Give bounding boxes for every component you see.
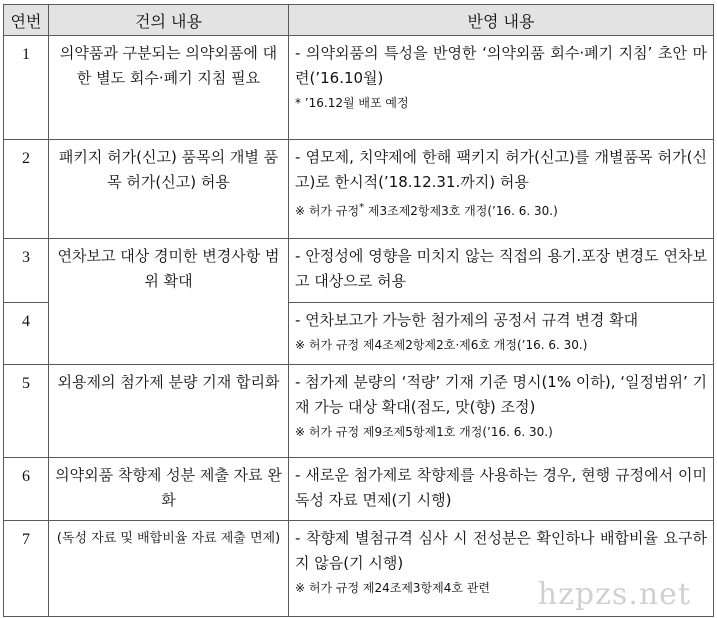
reflection-content xyxy=(289,36,714,140)
header-no: 연번 xyxy=(4,5,49,36)
summary-table xyxy=(3,4,714,617)
request-content: 외용제의 첨가제 분량 기재 합리화 xyxy=(49,365,289,458)
header-row xyxy=(4,5,714,36)
result-text: - 안정성에 영향을 미치지 않는 직접의 용기.포장 변경도 연차보고 대상으로 허용 xyxy=(295,247,707,290)
table-row xyxy=(4,36,714,140)
reflection-content xyxy=(289,239,714,303)
request-content: 연차보고 대상 경미한 변경사항 범위 확대 xyxy=(49,239,289,365)
result-text: - 착향제 별첨규격 심사 시 전성분은 확인하나 배합비율 요구하지 않음(기 시행) xyxy=(295,529,707,572)
note-suffix: 제3조제2항제3호 개정(’16. 6. 30.) xyxy=(364,204,558,218)
result-text: - 염모제, 치약제에 한해 팩키지 허가(신고)를 개별품목 허가(신고)로 한시적(’18.12.31.까지) 허용 xyxy=(295,148,707,191)
result-note: ※ 허가 규정 제9조제5항제1호 개정(’16. 6. 30.) xyxy=(295,425,553,439)
header-result: 반영 내용 xyxy=(289,5,714,36)
row-number: 1 xyxy=(4,36,49,140)
row-number: 2 xyxy=(4,140,49,239)
result-text: - 새로운 첨가제로 착향제를 사용하는 경우, 현행 규정에서 이미 독성 자료 면제(기 시행) xyxy=(295,466,707,509)
header-item: 건의 내용 xyxy=(49,5,289,36)
row-number: 4 xyxy=(4,303,49,365)
table-row xyxy=(4,239,714,303)
result-note: ※ 허가 규정 제24조제3항제4호 관련 xyxy=(295,581,490,595)
note-prefix: ※ 허가 규정 xyxy=(295,204,360,218)
request-content: 의약품과 구분되는 의약외품에 대한 별도 회수·폐기 지침 필요 xyxy=(49,36,289,140)
row-number: 3 xyxy=(4,239,49,303)
table-row xyxy=(4,365,714,458)
request-content: 의약외품 착향제 성분 제출 자료 완화 xyxy=(49,458,289,521)
table-row xyxy=(4,140,714,239)
result-note xyxy=(295,195,707,224)
table-row xyxy=(4,458,714,521)
watermark: hzpzs.net xyxy=(537,577,691,612)
reflection-content xyxy=(289,458,714,521)
result-text: - 첨가제 분량의 ‘적량’ 기재 기준 명시(1% 이하), ‘일정범위’ 기재 가능 대상 확대(점도, 맛(향) 조정) xyxy=(295,373,707,416)
result-text: - 연차보고가 가능한 첨가제의 공정서 규격 변경 확대 xyxy=(295,311,639,329)
result-text: - 의약외품의 특성을 반영한 ‘의약외품 회수·폐기 지침’ 초안 마련(’16.10월) xyxy=(295,44,707,87)
row-number: 5 xyxy=(4,365,49,458)
reflection-content xyxy=(289,140,714,239)
reflection-content xyxy=(289,365,714,458)
reflection-content xyxy=(289,303,714,365)
result-note: ※ 허가 규정 제4조제2항제2호·제6호 개정(’16. 6. 30.) xyxy=(295,338,588,352)
row-number: 7 xyxy=(4,521,49,617)
note-asterisk: * xyxy=(359,202,365,213)
result-note: * ’16.12월 배포 예정 xyxy=(295,96,409,110)
row-number: 6 xyxy=(4,458,49,521)
request-content: (독성 자료 및 배합비율 자료 제출 면제) xyxy=(49,521,289,617)
request-content: 패키지 허가(신고) 품목의 개별 품목 허가(신고) 허용 xyxy=(49,140,289,239)
